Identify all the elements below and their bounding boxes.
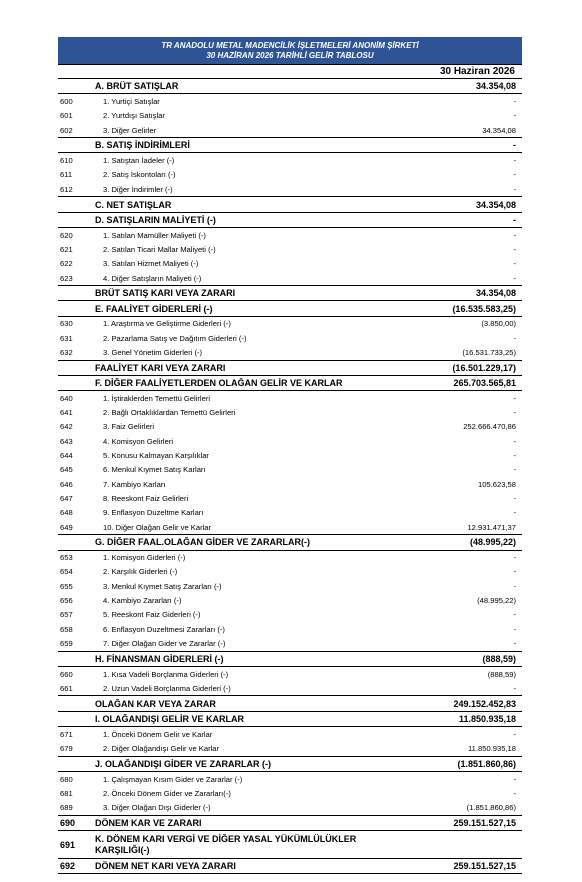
account-label: 2. Uzun Vadeli Borçlanma Giderleri (-): [103, 683, 231, 693]
account-code: 632: [60, 347, 73, 357]
account-code: 656: [60, 596, 73, 606]
income-statement: [58, 37, 522, 874]
statement-banner: [58, 37, 522, 65]
amount-value: 34.354,08: [475, 288, 516, 299]
amount-value: (16.531.733,25): [462, 347, 516, 357]
line-item-row: [58, 94, 522, 108]
line-item-row: [58, 681, 522, 695]
account-code: 630: [60, 319, 73, 329]
account-label: D. SATIŞLARIN MALİYETİ (-): [95, 214, 216, 225]
line-item-row: [58, 242, 522, 256]
line-item-row: [58, 551, 522, 565]
amount-value: (888,59): [482, 653, 516, 664]
section-row: [58, 213, 522, 228]
amount-value: -: [513, 333, 516, 343]
amount-value: (1.851.860,86): [466, 803, 516, 813]
account-code: 640: [60, 393, 73, 403]
amount-value: 34.354,08: [482, 125, 516, 135]
account-code: 641: [60, 408, 73, 418]
amount-value: -: [513, 244, 516, 254]
account-label: H. FİNANSMAN GİDERLERİ (-): [95, 653, 224, 664]
amount-value: -: [513, 230, 516, 240]
account-code: 657: [60, 610, 73, 620]
company-title: TR ANADOLU METAL MADENCİLİK İŞLETMELERİ ANONİM ŞİRKETİ: [161, 40, 419, 50]
account-label: 3. Diğer Gelirler: [103, 125, 157, 135]
account-code: 622: [60, 259, 73, 269]
account-code: 601: [60, 111, 73, 121]
amount-value: -: [513, 774, 516, 784]
account-code: 610: [60, 156, 73, 166]
account-label: 7. Kambiyo Karları: [103, 479, 166, 489]
amount-value: -: [513, 624, 516, 634]
amount-value: (48.995,22): [477, 596, 516, 606]
account-label: G. DİĞER FAAL.OLAĞAN GİDER VE ZARARLAR(-): [95, 537, 310, 548]
account-code: 690: [60, 817, 76, 828]
section-row: [58, 859, 522, 874]
account-label: E. FAALİYET GİDERLERİ (-): [95, 303, 213, 314]
amount-value: -: [513, 140, 516, 151]
account-label: 1. İştiraklerden Temettü Gelirleri: [103, 393, 211, 403]
account-label: F. DİĞER FAALİYETLERDEN OLAĞAN GELİR VE KARLAR: [95, 378, 343, 389]
amount-value: -: [513, 638, 516, 648]
line-item-row: [58, 434, 522, 448]
amount-value: -: [513, 111, 516, 121]
account-label: 4. Diğer Satışların Maliyeti (-): [103, 273, 202, 283]
line-item-row: [58, 727, 522, 741]
amount-value: -: [513, 408, 516, 418]
line-item-row: [58, 331, 522, 345]
account-label: 2. Pazarlama Satış ve Dağıtım Giderleri (-): [103, 333, 247, 343]
section-row: [58, 712, 522, 727]
amount-value: -: [513, 610, 516, 620]
amount-value: 11.850.935,18: [458, 713, 516, 724]
account-label: 1. Çalışmayan Kısım Gider ve Zararlar (-): [103, 774, 243, 784]
account-code: 645: [60, 465, 73, 475]
section-row: [58, 695, 522, 711]
line-item-row: [58, 741, 522, 755]
account-label: B. SATIŞ İNDİRİMLERİ: [95, 140, 190, 151]
amount-value: -: [513, 581, 516, 591]
amount-value: -: [513, 214, 516, 225]
line-item-row: [58, 463, 522, 477]
account-label: I. OLAĞANDIŞI GELİR VE KARLAR: [95, 713, 245, 724]
account-code: 631: [60, 333, 73, 343]
amount-value: -: [513, 273, 516, 283]
account-code: 659: [60, 638, 73, 648]
account-label: 5. Konusu Kalmayan Karşılıklar: [103, 451, 209, 461]
account-label: 3. Satılan Hizmet Maliyeti (-): [103, 259, 199, 269]
line-item-row: [58, 271, 522, 285]
account-code: 679: [60, 744, 73, 753]
period-header: [58, 65, 522, 79]
account-label: 8. Reeskont Faiz Gelirleri: [103, 493, 189, 503]
amount-value: (3.850,00): [481, 319, 516, 329]
amount-value: 34.354,08: [475, 81, 516, 92]
account-label: OLAĞAN KAR VEYA ZARAR: [95, 698, 216, 709]
amount-value: -: [513, 451, 516, 461]
account-label: 1. Satıştan İadeler (-): [103, 156, 175, 166]
account-label: 6. Enflasyon Duzeltmesi Zararları (-): [103, 624, 225, 634]
account-code: 660: [60, 669, 73, 679]
account-label: 1. Komisyon Giderleri (-): [103, 553, 186, 563]
line-item-row: [58, 477, 522, 491]
amount-value: -: [513, 156, 516, 166]
line-item-row: [58, 420, 522, 434]
line-item-row: [58, 391, 522, 405]
line-item-row: [58, 406, 522, 420]
amount-value: -: [513, 553, 516, 563]
account-code: 691: [60, 839, 76, 850]
account-code: 644: [60, 451, 73, 461]
line-item-row: [58, 182, 522, 196]
account-label: 2. Yurtdışı Satışlar: [103, 111, 165, 121]
amount-value: -: [513, 788, 516, 798]
line-item-row: [58, 786, 522, 800]
amount-value: (1.851.860,86): [457, 758, 516, 769]
account-label: 3. Faiz Gelirleri: [103, 422, 155, 432]
account-code: 642: [60, 422, 73, 432]
section-row: [58, 137, 522, 153]
account-label: 1. Kısa Vadeli Borçlanma Giderleri (-): [103, 669, 229, 679]
statement-rows: [58, 79, 522, 874]
account-code: 658: [60, 624, 73, 634]
amount-value: 265.703.565,81: [453, 378, 516, 389]
amount-value: -: [513, 436, 516, 446]
amount-value: -: [513, 96, 516, 106]
account-label: 4. Kambiyo Zararları (-): [103, 596, 182, 606]
account-code: 654: [60, 567, 73, 577]
line-item-row: [58, 593, 522, 607]
amount-value: 11.850.935,18: [468, 744, 516, 753]
account-code: 661: [60, 683, 73, 693]
section-row: [58, 831, 522, 859]
account-code: 655: [60, 581, 73, 591]
account-label: 2. Bağlı Ortaklıklardan Temettü Gelirleri: [103, 408, 236, 418]
amount-value: (48.995,22): [469, 537, 516, 548]
account-code: 643: [60, 436, 73, 446]
amount-value: -: [513, 683, 516, 693]
account-label: DÖNEM NET KARI VEYA ZARARI: [95, 861, 236, 872]
account-label: 6. Menkul Kıymet Satış Karları: [103, 465, 206, 475]
amount-value: -: [513, 567, 516, 577]
line-item-row: [58, 636, 522, 650]
account-label: J. OLAĞANDIŞI GİDER VE ZARARLAR (-): [95, 758, 272, 769]
line-item-row: [58, 345, 522, 359]
line-item-row: [58, 317, 522, 331]
section-row: [58, 360, 522, 376]
section-row: [58, 196, 522, 212]
account-label: BRÜT SATIŞ KARI VEYA ZARARI: [95, 288, 236, 299]
amount-value: 259.151.527,15: [453, 817, 516, 828]
amount-value: 105.623,58: [477, 479, 516, 489]
account-label: 3. Diğer Olağan Dışı Giderler (-): [103, 803, 211, 813]
account-code: 600: [60, 96, 73, 106]
account-label: 2. Karşılık Giderleri (-): [103, 567, 178, 577]
account-label: C. NET SATIŞLAR: [95, 199, 172, 210]
account-code: 649: [60, 522, 73, 532]
account-label: FAALİYET KARI VEYA ZARARI: [95, 362, 226, 373]
amount-value: (888,59): [487, 669, 516, 679]
amount-value: 12.931.471,37: [467, 522, 516, 532]
section-row: [58, 651, 522, 667]
amount-value: -: [513, 465, 516, 475]
account-code: 692: [60, 861, 76, 872]
amount-value: (16.535.583,25): [452, 303, 516, 314]
amount-value: 34.354,08: [475, 199, 516, 210]
account-label: 4. Komisyon Gelirleri: [103, 436, 174, 446]
line-item-row: [58, 579, 522, 593]
account-label: 1. Yurtiçi Satışlar: [103, 96, 160, 106]
account-label: DÖNEM KAR VE ZARARI: [95, 817, 202, 828]
amount-value: -: [513, 259, 516, 269]
account-label: 10. Diğer Olağan Gelir ve Karlar: [103, 522, 212, 532]
account-label: 2. Satış İskontoları (-): [103, 170, 176, 180]
section-row: [58, 376, 522, 391]
line-item-row: [58, 257, 522, 271]
account-label: 7. Diğer Olağan Gider ve Zararlar (-): [103, 638, 226, 648]
account-code: 620: [60, 230, 73, 240]
account-code: 681: [60, 788, 73, 798]
account-label: 9. Enflasyon Duzeltme Karları: [103, 508, 204, 518]
account-label: 2. Satılan Ticari Mallar Maliyeti (-): [103, 244, 216, 254]
account-label: 3. Menkul Kıymet Satış Zararları (-): [103, 581, 222, 591]
account-code: 648: [60, 508, 73, 518]
account-code: 623: [60, 273, 73, 283]
account-code: 612: [60, 184, 73, 194]
account-label: 3. Genel Yönetim Giderleri (-): [103, 347, 203, 357]
amount-value: 252.666.470,86: [463, 422, 516, 432]
line-item-row: [58, 491, 522, 505]
line-item-row: [58, 153, 522, 167]
period-label: 30 Haziran 2026: [439, 66, 515, 77]
amount-value: -: [513, 184, 516, 194]
amount-value: -: [513, 493, 516, 503]
amount-value: -: [513, 729, 516, 739]
account-code: 646: [60, 479, 73, 489]
line-item-row: [58, 448, 522, 462]
line-item-row: [58, 608, 522, 622]
line-item-row: [58, 506, 522, 520]
section-row: [58, 534, 522, 550]
amount-value: -: [513, 508, 516, 518]
account-code: 602: [60, 125, 73, 135]
section-row: [58, 815, 522, 831]
section-row: [58, 301, 522, 316]
section-row: [58, 756, 522, 772]
account-code: 621: [60, 244, 73, 254]
amount-value: 249.152.452,83: [453, 698, 516, 709]
account-code: 671: [60, 729, 73, 739]
account-label: 1. Araştırma ve Geliştirme Giderleri (-): [103, 319, 231, 329]
account-code: 653: [60, 553, 73, 563]
line-item-row: [58, 622, 522, 636]
account-label: 1. Önceki Dönem Gelir ve Karlar: [103, 729, 213, 739]
section-row: [58, 285, 522, 301]
section-row: [58, 79, 522, 94]
account-code: 680: [60, 774, 73, 784]
account-label: 2. Önceki Dönem Gider ve Zararları(-): [103, 788, 231, 798]
line-item-row: [58, 168, 522, 182]
line-item-row: [58, 772, 522, 786]
line-item-row: [58, 801, 522, 815]
account-label: K. DÖNEM KARI VERGİ VE DİĞER YASAL YÜKÜMLÜLÜKLER KARŞILIĞI(-): [95, 833, 357, 855]
line-item-row: [58, 123, 522, 137]
account-label: 1. Satılan Mamüller Maliyeti (-): [103, 230, 206, 240]
line-item-row: [58, 109, 522, 123]
line-item-row: [58, 667, 522, 681]
account-label: A. BRÜT SATIŞLAR: [95, 81, 179, 92]
account-code: 647: [60, 493, 73, 503]
amount-value: -: [513, 393, 516, 403]
account-label: 5. Reeskont Faiz Giderleri (-): [103, 610, 201, 620]
account-label: 3. Diğer İndirimler (-): [103, 184, 173, 194]
line-item-row: [58, 565, 522, 579]
line-item-row: [58, 520, 522, 534]
amount-value: 259.151.527,15: [453, 861, 516, 872]
account-code: 689: [60, 803, 73, 813]
amount-value: (16.501.229,17): [452, 362, 516, 373]
statement-title: 30 HAZİRAN 2026 TARİHLİ GELİR TABLOSU: [206, 50, 374, 60]
line-item-row: [58, 228, 522, 242]
amount-value: -: [513, 170, 516, 180]
account-code: 611: [60, 170, 73, 180]
account-label: 2. Diğer Olağandışı Gelir ve Karlar: [103, 744, 220, 753]
